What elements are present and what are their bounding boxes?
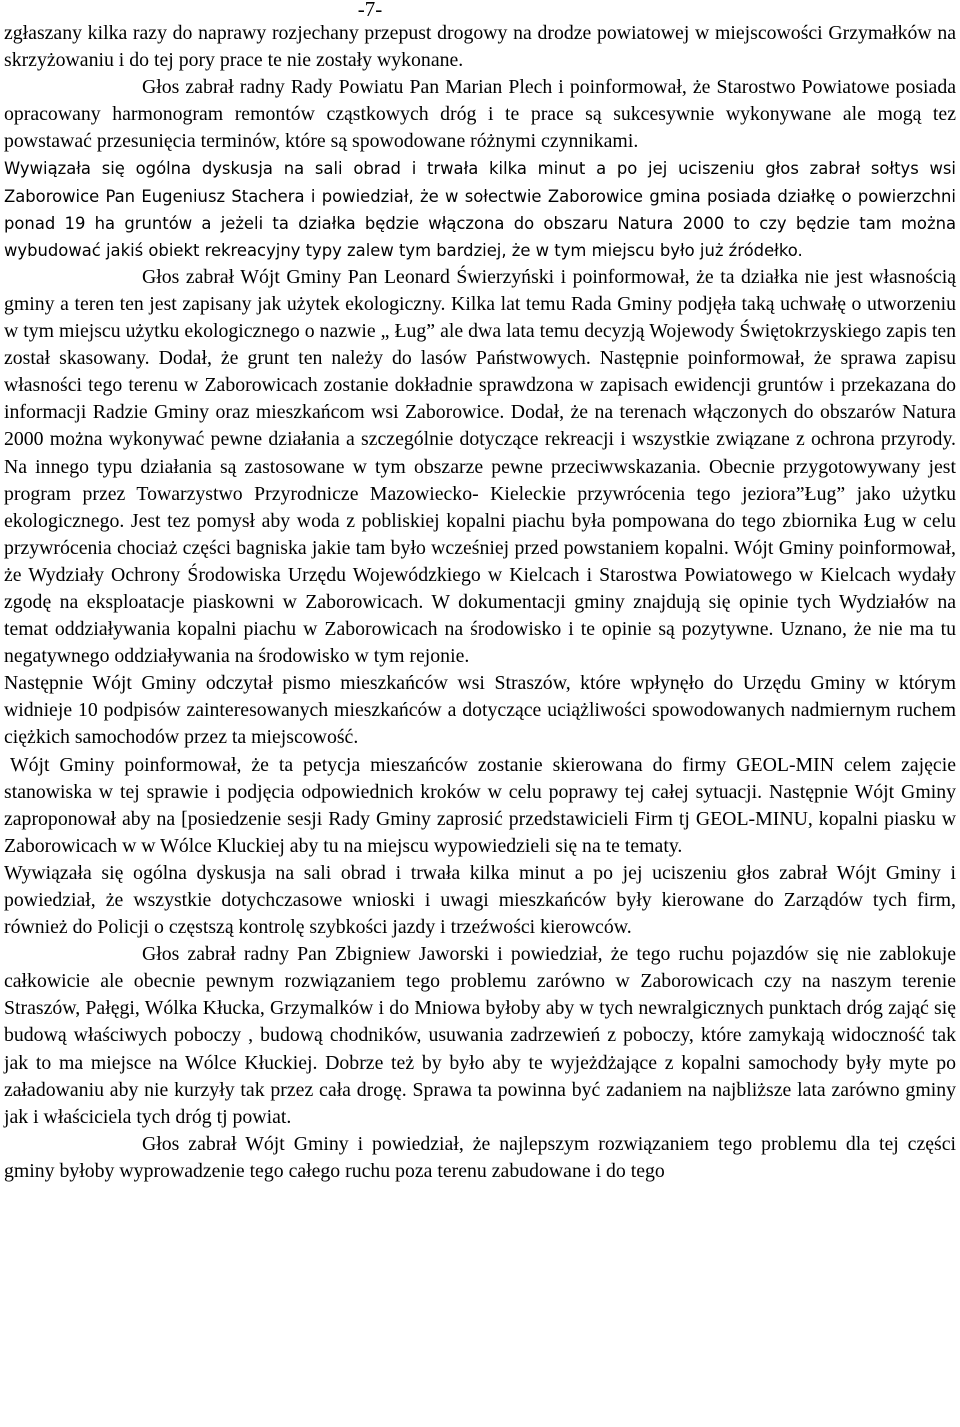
paragraph-8: Głos zabrał radny Pan Zbigniew Jaworski i powiedział, że tego ruchu pojazdów się nie zablokuje całkowicie ale obecnie pewnym rozwiązaniem tego problemu zarówno w Zaborowicach czy na naszym terenie Straszów, Pałęgi, Wólka Kłucka, Grzymalków i do Mniowa byłoby aby w tych newralgicznych punktach dróg zająć się budową właściwych poboczy , budową chodników, usuwania zadrzewień z poboczy, które zamykają widoczność tak jak to ma miejsce na Wólce Kłuckiej. Dobrze też by było aby te wyjeżdżające z kopalni samochody były myte po załadowaniu aby nie kurzyły tak przez cała drogę. Sprawa ta powinna być zadaniem na najbliższe lata zarówno gminy jak i właściciela tych dróg tj powiat. (4, 943, 956, 1128)
page-number: -7- (357, 0, 383, 21)
paragraph-9: Głos zabrał Wójt Gminy i powiedział, że najlepszym rozwiązaniem tego problemu dla tej części gminy byłoby wyprowadzenie tego całego ruchu poza terenu zabudowane i do tego (4, 1132, 956, 1182)
paragraph-5: Następnie Wójt Gminy odczytał pismo mieszkańców wsi Straszów, które wpłynęło do Urzędu Gminy w którym widnieje 10 podpisów zainteresowanych mieszkańców a dotyczące uciążliwości spowodowanych nadmiernym ruchem ciężkich samochodów przez ta miejscowość. (4, 672, 956, 749)
paragraph-3: Wywiązała się ogólna dyskusja na sali obrad i trwała kilka minut a po jej uciszeniu głos zabrał sołtys wsi Zaborowice Pan Eugeniusz Stachera i powiedział, że w sołectwie Zaborowice gmina posiada działkę o powierzchni ponad 19 ha gruntów a jeżeli ta działka będzie włączona do obszaru Natura 2000 to czy będzie tam można wybudować jakiś obiekt rekreacyjny typy zalew tym bardziej, że w tym miejscu było już źródełko. (4, 159, 956, 260)
paragraph-6: Wójt Gminy poinformował, że ta petycja mieszańców zostanie skierowana do firmy GEOL-MIN celem zajęcie stanowiska w tej sprawie i podjęcia odpowiednich kroków w celu poprawy tej całej sytuacji. Następnie Wójt Gminy zaproponował aby na [posiedzenie sesji Rady Gminy zaprosić przedstawicieli Firm tj GEOL-MINU, kopalni piasku w Zaborowicach w w Wólce Kluckiej aby tu na miejscu wypowiedzieli się na te tematy. (4, 753, 956, 857)
paragraph-2: Głos zabrał radny Rady Powiatu Pan Marian Plech i poinformował, że Starostwo Powiatowe posiada opracowany harmonogram remontów cząstkowych dróg i te prace są sukcesywnie wykonywane ale mogą tez powstawać przesunięcia terminów, które są spowodowane różnymi czynnikami. (4, 76, 956, 153)
paragraph-1: zgłaszany kilka razy do naprawy rozjechany przepust drogowy na drodze powiatowej w miejscowości Grzymałków na skrzyżowaniu i do tej pory prace te nie zostały wykonane. (4, 22, 956, 72)
paragraph-7: Wywiązała się ogólna dyskusja na sali obrad i trwała kilka minut a po jej uciszeniu głos zabrał Wójt Gminy i powiedział, że wszystkie dotychczasowe wnioski i uwagi mieszkańców były kierowane do Zarządów tych firm, również do Policji o częstszą kontrolę szybkości jazdy i trzeźwości kierowców. (4, 861, 956, 939)
document-body (4, 20, 956, 1185)
paragraph-4: Głos zabrał Wójt Gminy Pan Leonard Świerzyński i poinformował, że ta działka nie jest własnością gminy a teren ten jest zapisany jak użytek ekologiczny. Kilka lat temu Rada Gminy podjęła taką uchwałę o utworzeniu w tym miejscu użytku ekologicznego o nazwie „ Ług” ale dwa lata temu decyzją Wojewody Świętokrzyskiego zapis ten został skasowany. Dodał, że grunt ten należy do lasów Państwowych. Następnie poinformował, że sprawa zapisu własności tego terenu w Zaborowicach zostanie dokładnie sprawdzona w zapisach ewidencji gruntów i przekazana do informacji Radzie Gminy oraz mieszkańcom wsi Zaborowice. Dodał, że na terenach włączonych do obszarów Natura 2000 można wykonywać pewne działania a szczególnie dotyczące rekreacji i wszystkie związane z ochrona przyrody. Na innego typu działania są zastosowane w tym obszarze pewne przeciwwskazania. Obecnie przygotowywany jest program przez Towarzystwo Przyrodnicze Mazowiecko- Kieleckie przywrócenia tego jeziora”Ług” jako użytku ekologicznego. Jest tez pomysł aby woda z pobliskiej kopalni piachu była pompowana do tego zbiornika Ług w celu przywrócenia chociaż części bagniska jakie tam było wcześniej przed powstaniem kopalni. Wójt Gminy poinformował, że Wydziały Ochrony Środowiska Urzędu Wojewódzkiego w Kielcach i Starostwa Powiatowego w Kielcach wydały zgodę na eksploatacje piaskowni w Zaborowicach. W dokumentacji gminy znajdują się opinie tych Wydziałów na temat oddziaływania kopalni piachu w Zaborowicach na środowisko i te opinie są pozytywne. Uznano, że nie ma tu negatywnego oddziaływania na środowisko w tym rejonie. (4, 265, 956, 668)
